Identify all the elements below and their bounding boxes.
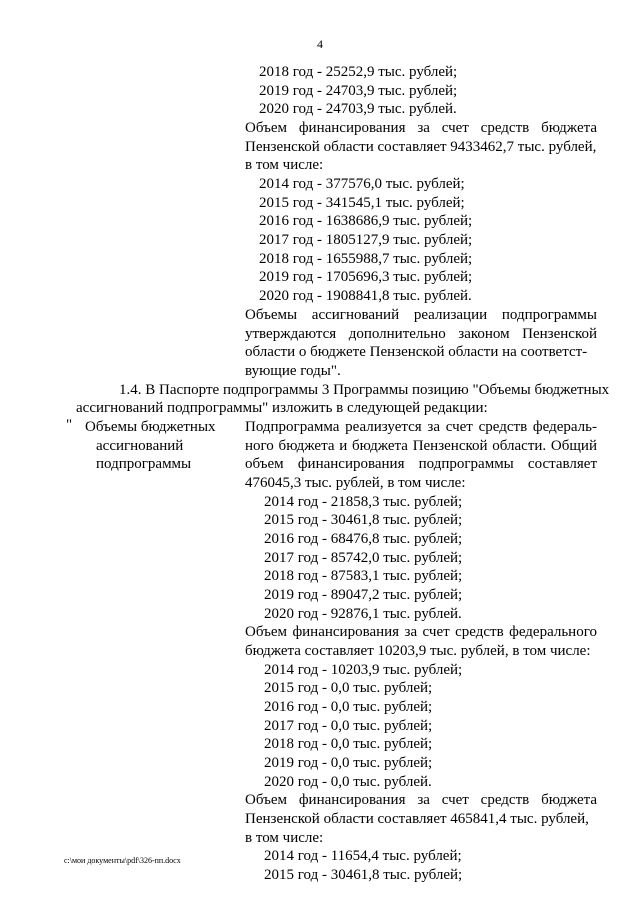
table-left-label: ассигнований (96, 438, 184, 454)
year-line: 2017 год - 1805127,9 тыс. рублей; (259, 232, 473, 248)
year-line: 2020 год - 0,0 тыс. рублей. (264, 774, 432, 790)
table-text-line: 476045,3 тыс. рублей, в том числе: (245, 475, 466, 491)
year-line: 2019 год - 0,0 тыс. рублей; (264, 755, 433, 771)
year-line: 2016 год - 0,0 тыс. рублей; (264, 699, 433, 715)
paragraph-line: Объем финансирования за счет средств бюджета (245, 120, 597, 136)
table-text-line: Объем финансирования за счет средств бюджета (245, 792, 597, 808)
paragraph-line: вующие годы". (245, 363, 341, 379)
table-text-line: Пензенской области составляет 465841,4 тыс. рублей, (245, 811, 589, 827)
paragraph-line: области о бюджете Пензенской области на соответст- (245, 344, 588, 360)
year-line: 2014 год - 10203,9 тыс. рублей; (264, 662, 463, 678)
year-line: 2015 год - 341545,1 тыс. рублей; (259, 195, 465, 211)
year-line: 2019 год - 89047,2 тыс. рублей; (264, 587, 463, 603)
table-text-line: Объем финансирования за счет средств федерального (245, 624, 597, 640)
year-line: 2019 год - 1705696,3 тыс. рублей; (259, 269, 473, 285)
year-line: 2015 год - 30461,8 тыс. рублей; (264, 867, 463, 883)
table-text-line: объем финансирования подпрограммы составляет (245, 456, 597, 472)
paragraph-line: Пензенской области составляет 9433462,7 тыс. рублей, (245, 139, 597, 155)
opening-quote-mark: " (66, 417, 73, 433)
year-line: 2020 год - 1908841,8 тыс. рублей. (259, 288, 472, 304)
year-line: 2018 год - 25252,9 тыс. рублей; (259, 64, 458, 80)
page-number: 4 (317, 37, 323, 51)
year-line: 2017 год - 0,0 тыс. рублей; (264, 718, 433, 734)
year-line: 2015 год - 30461,8 тыс. рублей; (264, 512, 463, 528)
year-line: 2019 год - 24703,9 тыс. рублей; (259, 83, 458, 99)
year-line: 2016 год - 68476,8 тыс. рублей; (264, 531, 463, 547)
year-line: 2018 год - 0,0 тыс. рублей; (264, 736, 433, 752)
paragraph-line: утверждаются дополнительно законом Пензенской (245, 326, 597, 342)
year-line: 2015 год - 0,0 тыс. рублей; (264, 680, 433, 696)
paragraph-line: в том числе: (245, 157, 324, 173)
year-line: 2016 год - 1638686,9 тыс. рублей; (259, 213, 473, 229)
year-line: 2014 год - 11654,4 тыс. рублей; (264, 848, 462, 864)
year-line: 2014 год - 21858,3 тыс. рублей; (264, 494, 463, 510)
table-text-line: в том числе: (245, 830, 324, 846)
section-heading-line: 1.4. В Паспорте подпрограммы 3 Программы позицию "Объемы бюджетных (119, 382, 610, 398)
year-line: 2014 год - 377576,0 тыс. рублей; (259, 176, 465, 192)
footer-file-path: c:\мои документы\pdf\326-пп.docx (64, 856, 181, 865)
paragraph-line: Объемы ассигнований реализации подпрограммы (245, 307, 597, 323)
table-text-line: Подпрограмма реализуется за счет средств федераль- (245, 419, 597, 435)
table-text-line: ного бюджета и бюджета Пензенской области. Общий (245, 438, 597, 454)
section-heading-line: ассигнований подпрограммы" изложить в следующей редакции: (76, 400, 488, 416)
table-left-label: Объемы бюджетных (85, 419, 216, 435)
table-left-label: подпрограммы (96, 456, 192, 472)
year-line: 2020 год - 92876,1 тыс. рублей. (264, 606, 462, 622)
year-line: 2018 год - 1655988,7 тыс. рублей; (259, 251, 473, 267)
year-line: 2020 год - 24703,9 тыс. рублей. (259, 101, 457, 117)
year-line: 2017 год - 85742,0 тыс. рублей; (264, 550, 463, 566)
year-line: 2018 год - 87583,1 тыс. рублей; (264, 568, 463, 584)
table-text-line: бюджета составляет 10203,9 тыс. рублей, в том числе: (245, 643, 591, 659)
